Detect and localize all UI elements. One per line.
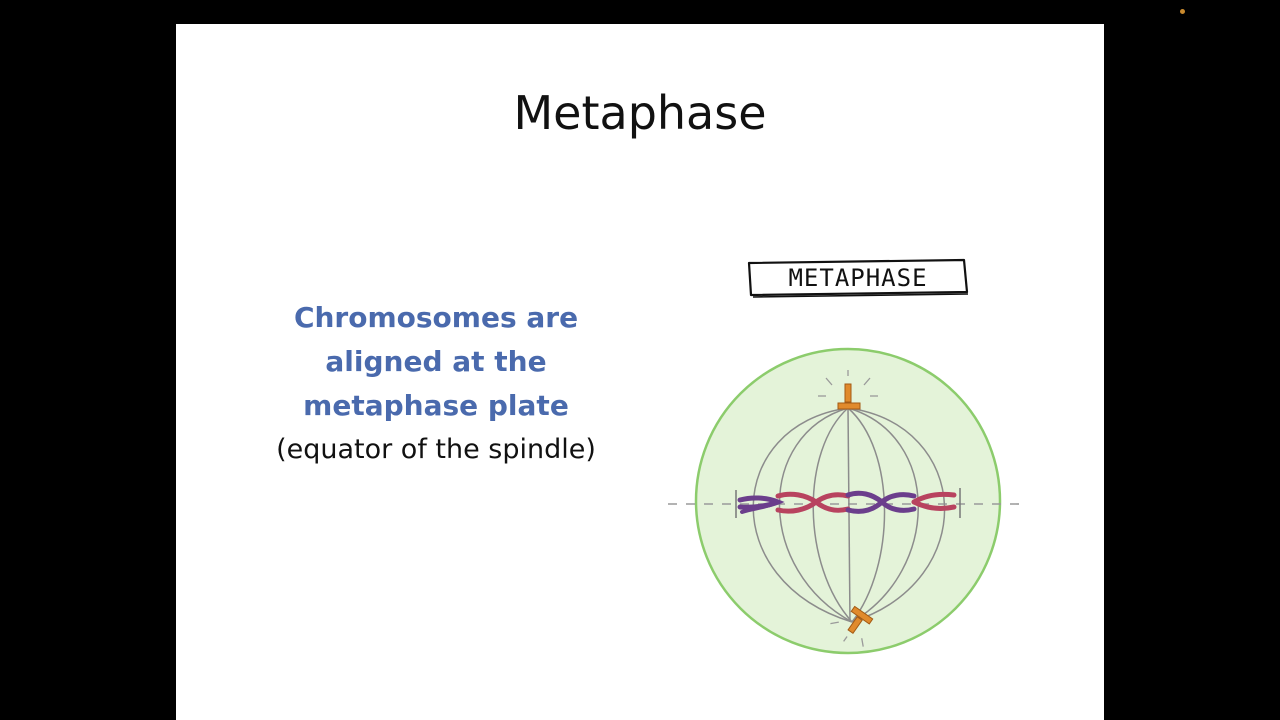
metaphase-diagram <box>656 250 1056 660</box>
diagram-label-box <box>749 260 968 297</box>
body-line-3: metaphase plate <box>303 389 569 422</box>
laser-pointer-dot <box>1180 9 1185 14</box>
diagram-label: METAPHASE <box>788 264 928 292</box>
slide <box>176 24 1104 720</box>
slide-body-text <box>236 296 636 472</box>
slide-title: Metaphase <box>513 86 767 140</box>
body-line-2: aligned at the <box>325 345 547 378</box>
body-line-4: (equator of the spindle) <box>276 434 596 465</box>
body-line-1: Chromosomes are <box>293 301 579 334</box>
